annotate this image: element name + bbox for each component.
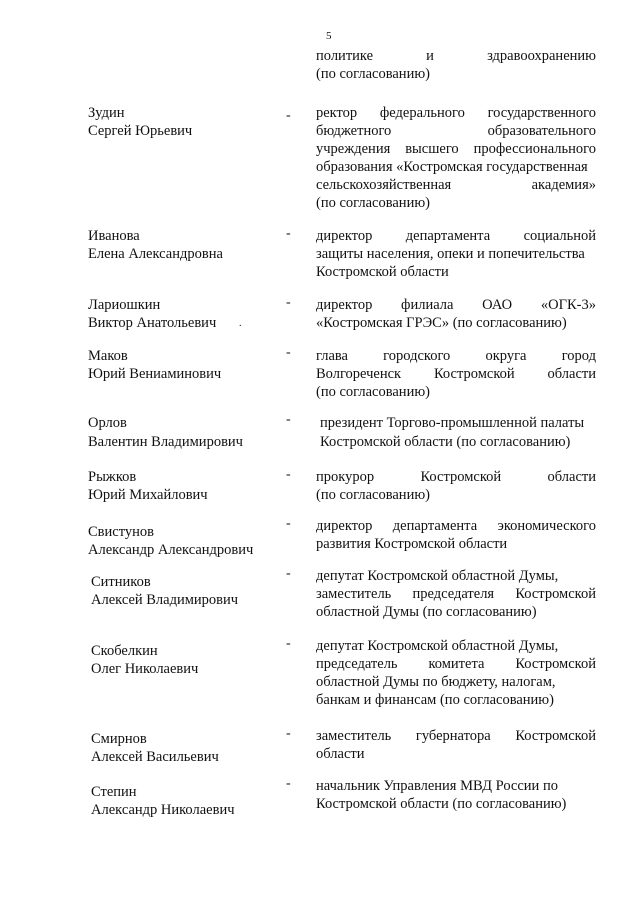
text-fragment: образовательного: [487, 123, 596, 139]
text-fragment: образования «Костромская государственная: [316, 159, 588, 175]
text-fragment: областной Думы (по согласованию): [316, 604, 537, 620]
text-line: [316, 122, 596, 140]
text-fragment: учреждения: [316, 141, 391, 157]
text-line: [91, 801, 235, 819]
text-fragment: ректор: [316, 105, 358, 121]
text-fragment: академия»: [531, 177, 596, 193]
text-fragment: департамента: [405, 228, 491, 244]
text-fragment: Алексей Владимирович: [91, 592, 239, 608]
text-fragment: Александр Николаевич: [91, 802, 235, 818]
dash-separator: -: [286, 776, 291, 791]
text-fragment: Юрий Михайлович: [88, 487, 208, 503]
dash-separator: -: [286, 566, 291, 581]
text-fragment: области: [547, 366, 596, 382]
text-fragment: Маков: [88, 348, 128, 364]
text-fragment: здравоохранению: [487, 48, 596, 64]
text-fragment: политике: [316, 48, 374, 64]
text-line: [88, 365, 221, 383]
text-line: [316, 296, 596, 314]
text-fragment: ОАО: [482, 297, 513, 313]
text-fragment: Костромской области (по согласованию): [316, 796, 567, 812]
text-fragment: заместитель: [316, 586, 392, 602]
text-fragment: федерального: [379, 105, 465, 121]
text-fragment: (по согласованию): [316, 487, 430, 503]
text-line: [88, 414, 127, 432]
text-fragment: директор: [316, 297, 373, 313]
text-line: [88, 122, 192, 140]
text-line: [316, 158, 588, 176]
text-line: [316, 365, 596, 383]
text-line: [316, 347, 596, 365]
text-fragment: «ОГК-3»: [540, 297, 596, 313]
text-line: [316, 603, 537, 621]
text-fragment: банкам и финансам (по согласованию): [316, 692, 554, 708]
text-line: [316, 176, 596, 194]
text-fragment: заместитель: [316, 728, 392, 744]
text-fragment: председатель: [316, 656, 398, 672]
text-fragment: профессионального: [473, 141, 596, 157]
text-line: [316, 468, 596, 486]
text-line: [91, 573, 151, 591]
text-line: [88, 296, 160, 314]
text-fragment: Александр Александрович: [88, 542, 254, 558]
text-fragment: прокурор: [316, 469, 375, 485]
text-fragment: развития Костромской области: [316, 536, 508, 552]
text-fragment: председателя: [412, 586, 495, 602]
text-line: [91, 783, 137, 801]
text-fragment: депутат Костромской областной Думы,: [316, 568, 559, 584]
text-fragment: Свистунов: [88, 524, 154, 540]
text-fragment: начальник Управления МВД России по: [316, 778, 558, 794]
text-line: [316, 745, 364, 763]
text-fragment: высшего: [405, 141, 459, 157]
text-fragment: Иванова: [88, 228, 140, 244]
text-fragment: и: [426, 48, 434, 64]
text-line: [316, 65, 430, 83]
text-fragment: области: [316, 746, 365, 762]
text-line: [88, 486, 208, 504]
text-fragment: Орлов: [88, 415, 127, 431]
text-fragment: Костромской области: [316, 264, 449, 280]
text-line: [316, 140, 596, 158]
text-fragment: Олег Николаевич: [91, 661, 199, 677]
text-fragment: Ситников: [91, 574, 151, 590]
text-line: [320, 433, 570, 451]
dash-separator: -: [286, 345, 291, 360]
text-fragment: Рыжков: [88, 469, 137, 485]
text-line: [316, 104, 596, 122]
text-fragment: Юрий Вениаминович: [88, 366, 222, 382]
text-line: [88, 433, 243, 451]
text-fragment: защиты населения, опеки и попечительства: [316, 246, 585, 262]
text-fragment: президент Торгово-промышленной палаты: [320, 415, 585, 431]
text-line: [316, 727, 596, 745]
text-line: [316, 245, 585, 263]
text-line: [316, 535, 507, 553]
text-line: [88, 227, 140, 245]
text-line: [316, 263, 449, 281]
text-line: [316, 227, 596, 245]
text-fragment: комитета: [428, 656, 485, 672]
dash-separator: -: [286, 516, 291, 531]
text-fragment: Виктор Анатольевич: [88, 315, 217, 331]
text-line: [316, 585, 596, 603]
text-fragment: (по согласованию): [316, 195, 430, 211]
dash-separator: -: [286, 295, 291, 310]
text-fragment: (по согласованию): [316, 384, 430, 400]
dash-separator: -: [286, 467, 291, 482]
text-fragment: «Костромская ГРЭС» (по согласованию): [316, 315, 567, 331]
text-fragment: Лариошкин: [88, 297, 161, 313]
text-fragment: Костромской: [515, 728, 596, 744]
dash-separator: -: [286, 412, 291, 427]
dash-separator: -: [286, 726, 291, 741]
text-line: [316, 567, 558, 585]
text-line: [316, 777, 558, 795]
text-line: [320, 414, 584, 432]
text-line: [91, 642, 158, 660]
text-fragment: депутат Костромской областной Думы,: [316, 638, 559, 654]
text-line: [316, 637, 558, 655]
text-line: [91, 730, 147, 748]
text-line: [316, 486, 430, 504]
text-fragment: Степин: [91, 784, 137, 800]
text-fragment: Зудин: [88, 105, 125, 121]
dash-separator: -: [286, 108, 291, 123]
text-line: [88, 468, 136, 486]
text-line: [91, 748, 219, 766]
text-line: [316, 194, 430, 212]
page-number: 5: [326, 30, 332, 42]
text-line: [316, 795, 566, 813]
text-fragment: директор: [316, 518, 373, 534]
text-line: [316, 314, 567, 332]
text-line: [91, 660, 198, 678]
text-line: [88, 245, 223, 263]
text-fragment: Сергей Юрьевич: [88, 123, 193, 139]
text-fragment: Костромской области (по согласованию): [320, 434, 571, 450]
text-fragment: Костромской: [515, 656, 596, 672]
text-line: [316, 383, 430, 401]
text-fragment: бюджетного: [316, 123, 392, 139]
text-fragment: Волгореченск: [316, 366, 402, 382]
text-fragment: Скобелкин: [91, 643, 158, 659]
text-fragment: экономического: [497, 518, 596, 534]
text-fragment: округа: [485, 348, 527, 364]
text-line: [316, 517, 596, 535]
text-fragment: директор: [316, 228, 373, 244]
text-line: [316, 673, 556, 691]
text-fragment: городского: [383, 348, 451, 364]
text-fragment: филиала: [401, 297, 454, 313]
text-fragment: области: [547, 469, 596, 485]
text-fragment: губернатора: [415, 728, 491, 744]
dash-separator: -: [286, 226, 291, 241]
text-fragment: государственного: [487, 105, 596, 121]
text-line: [316, 47, 596, 65]
text-line: [88, 104, 125, 122]
text-line: [316, 691, 554, 709]
text-fragment: Костромской: [515, 586, 596, 602]
text-fragment: департамента: [392, 518, 478, 534]
text-fragment: Валентин Владимирович: [88, 434, 243, 450]
text-line: [88, 523, 154, 541]
stray-dot: .: [239, 318, 242, 329]
text-line: [88, 541, 253, 559]
text-fragment: (по согласованию): [316, 66, 430, 82]
text-fragment: сельскохозяйственная: [316, 177, 452, 193]
text-fragment: Елена Александровна: [88, 246, 223, 262]
text-line: [88, 347, 128, 365]
text-fragment: областной Думы по бюджету, налогам,: [316, 674, 556, 690]
text-line: [316, 655, 596, 673]
text-fragment: социальной: [523, 228, 596, 244]
text-fragment: город: [561, 348, 596, 364]
text-fragment: Смирнов: [91, 731, 147, 747]
text-line: [88, 314, 216, 332]
text-fragment: Алексей Васильевич: [91, 749, 219, 765]
text-fragment: Костромской: [420, 469, 502, 485]
text-fragment: Костромской: [433, 366, 515, 382]
dash-separator: -: [286, 636, 291, 651]
text-fragment: глава: [316, 348, 348, 364]
text-line: [91, 591, 238, 609]
